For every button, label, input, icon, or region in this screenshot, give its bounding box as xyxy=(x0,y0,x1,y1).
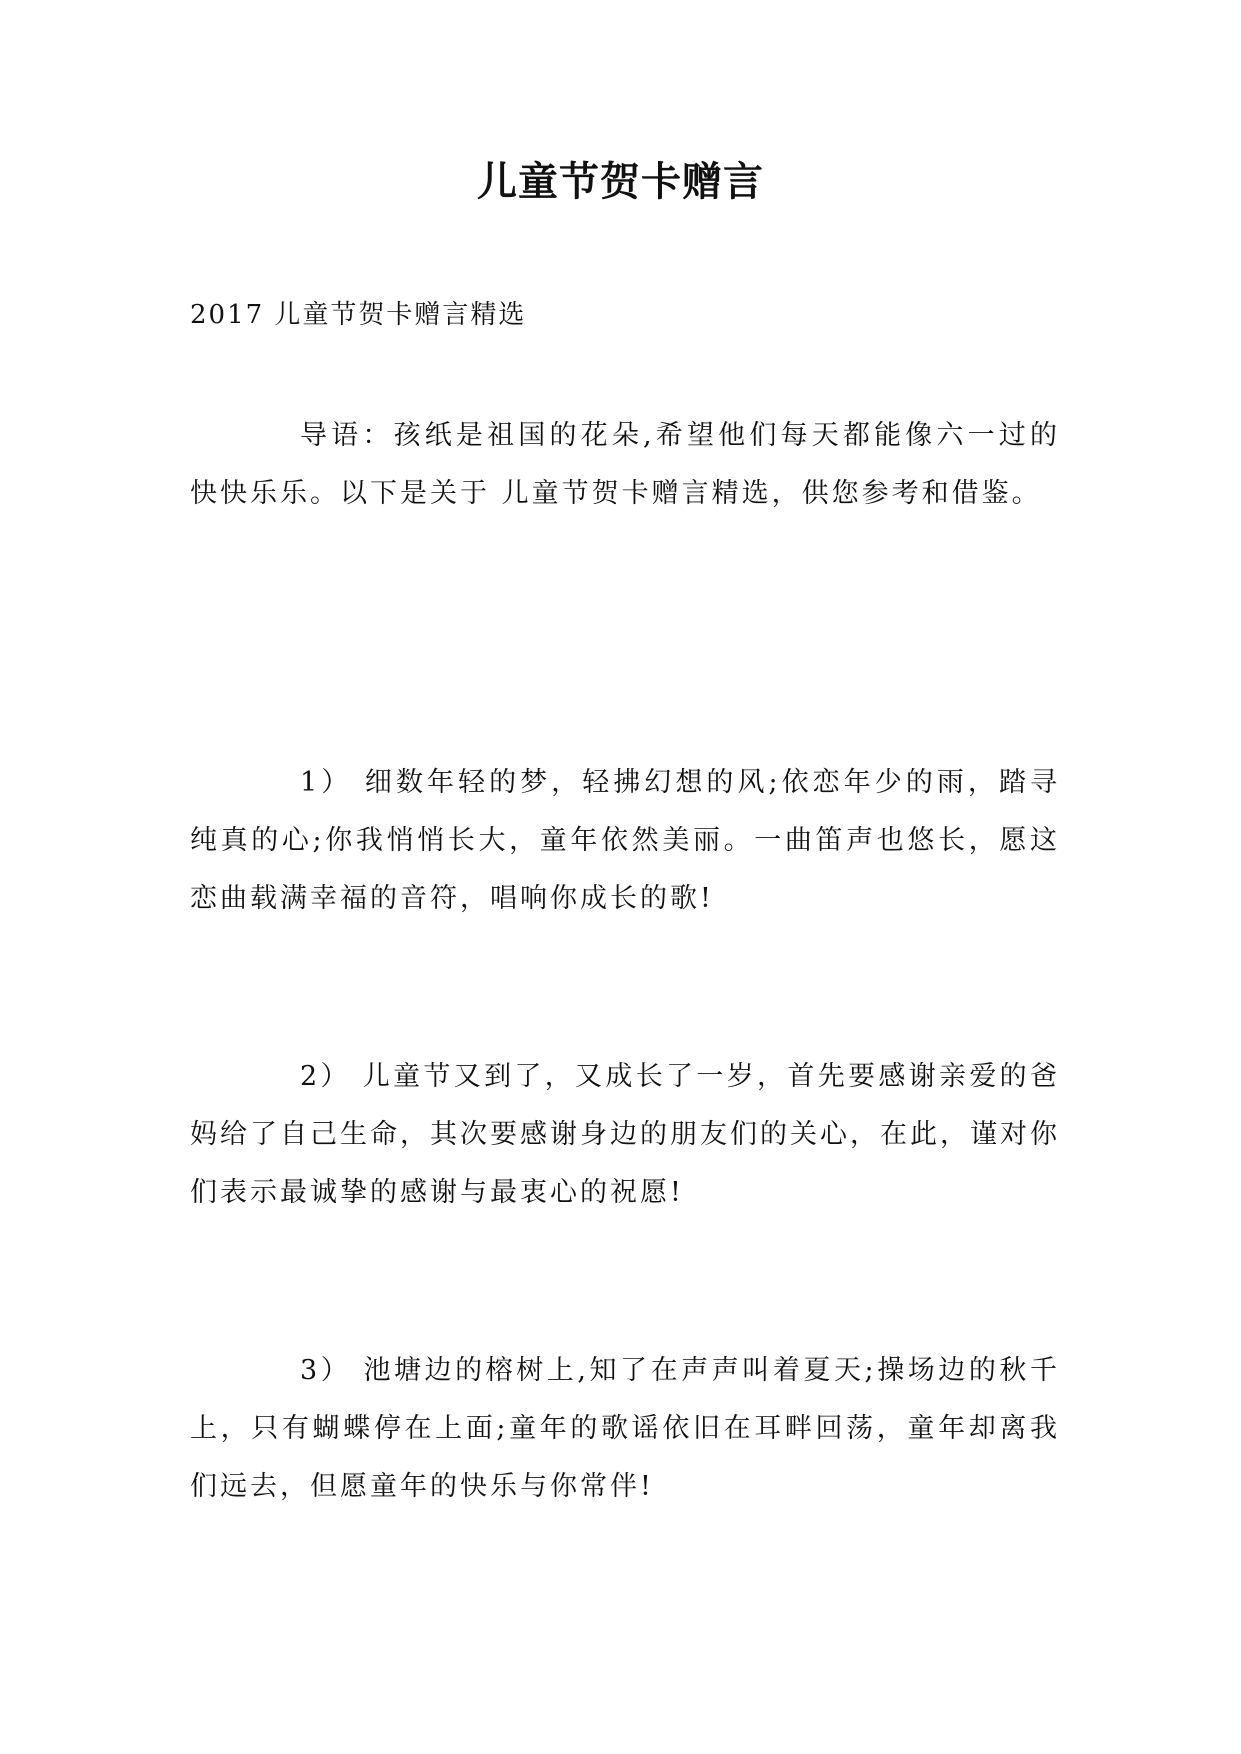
intro-paragraph: 导语：孩纸是祖国的花朵,希望他们每天都能像六一过的快快乐乐。以下是关于 儿童节贺卡赠言精选，供您参考和借鉴。 xyxy=(190,420,1060,509)
document-title: 儿童节贺卡赠言 xyxy=(477,159,764,205)
greeting-item-3: 3） 池塘边的榕树上,知了在声声叫着夏天;操场边的秋千上，只有蝴蝶停在上面;童年的歌谣依旧在耳畔回荡，童年却离我们远去，但愿童年的快乐与你常伴! xyxy=(190,1355,1060,1502)
greeting-item-1: 1） 细数年轻的梦，轻拂幻想的风;依恋年少的雨，踏寻纯真的心;你我悄悄长大，童年依然美丽。一曲笛声也悠长，愿这恋曲载满幸福的音符，唱响你成长的歌! xyxy=(190,767,1060,914)
document-subtitle: 2017 儿童节贺卡赠言精选 xyxy=(190,300,527,330)
greeting-item-2: 2） 儿童节又到了，又成长了一岁，首先要感谢亲爱的爸妈给了自己生命，其次要感谢身边的朋友们的关心，在此，谨对你们表示最诚挚的感谢与最衷心的祝愿! xyxy=(190,1061,1060,1208)
